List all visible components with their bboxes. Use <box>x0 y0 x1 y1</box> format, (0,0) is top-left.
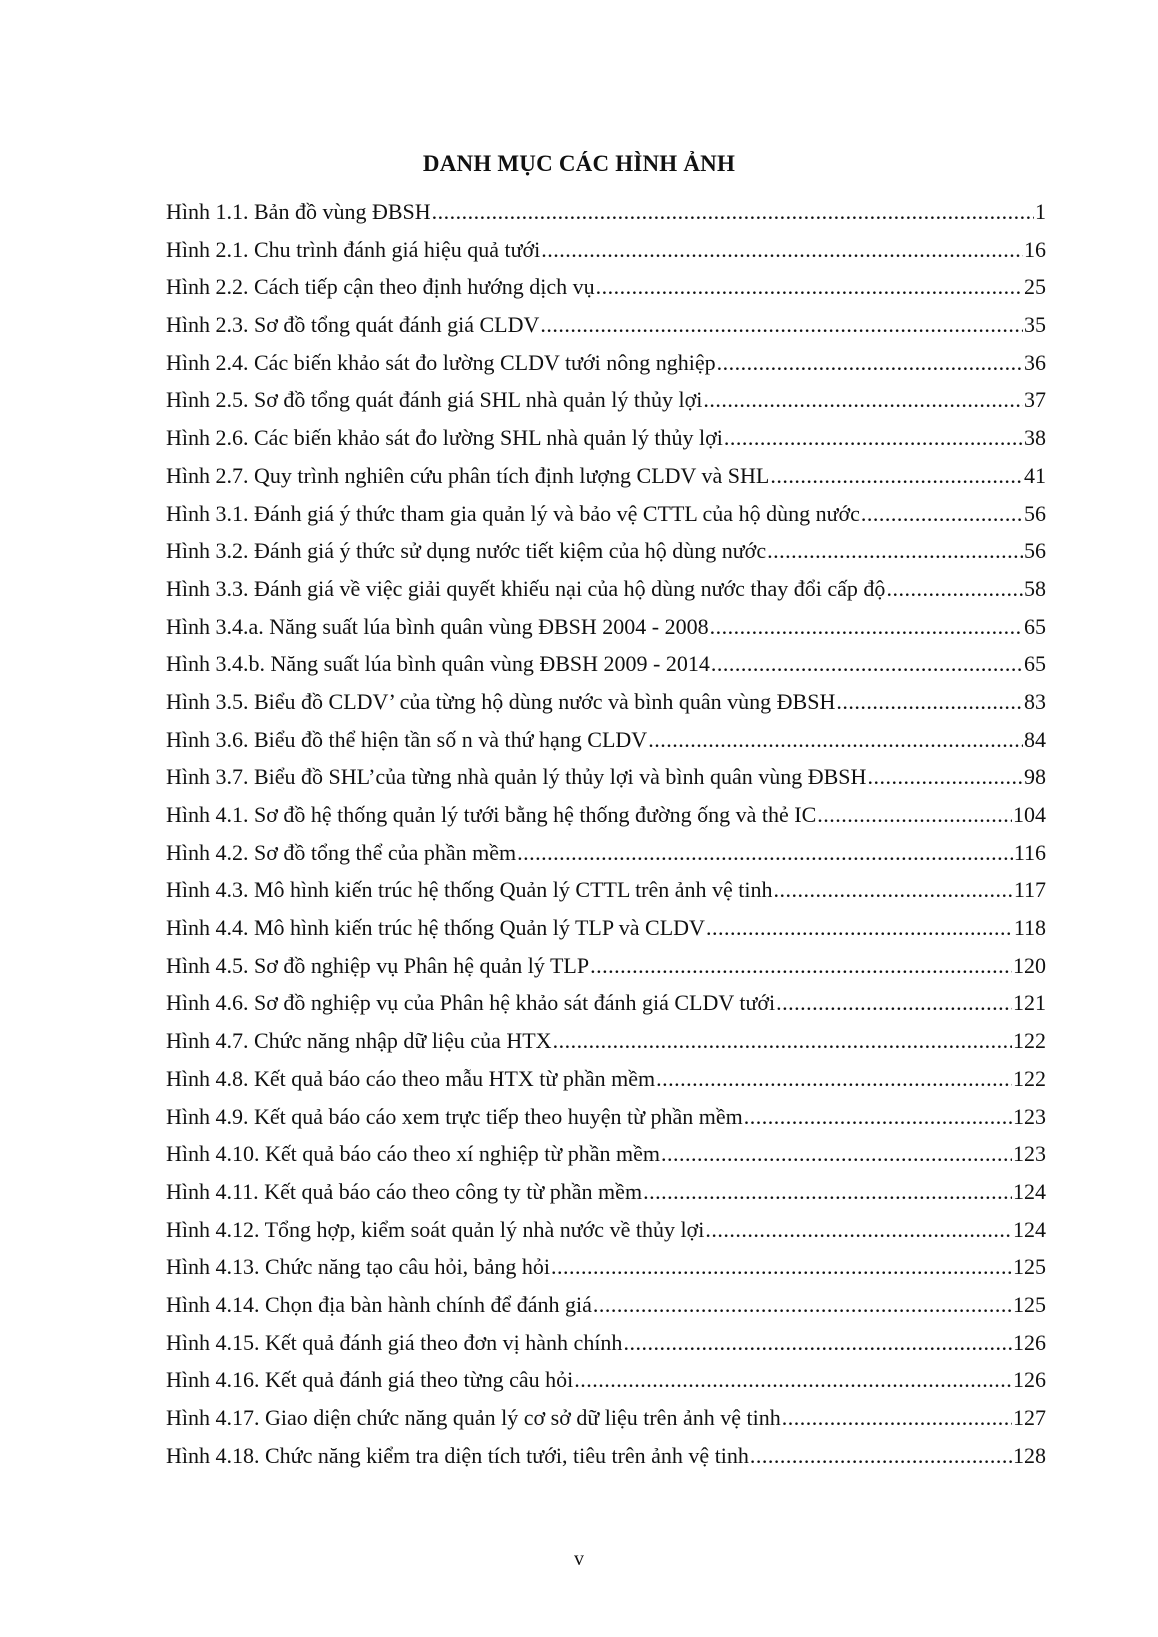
dot-leader <box>750 1437 1012 1475</box>
dot-leader <box>551 1248 1012 1286</box>
dot-leader <box>703 381 1023 419</box>
figure-entry-label: Hình 3.7. Biểu đồ SHL’của từng nhà quản lý thủy lợi và bình quân vùng ĐBSH <box>166 764 867 790</box>
figure-entry-label: Hình 4.15. Kết quả đánh giá theo đơn vị hành chính <box>166 1329 623 1355</box>
figure-entry-label: Hình 2.5. Sơ đồ tổng quát đánh giá SHL nhà quản lý thủy lợi <box>166 387 703 413</box>
figure-entry-page: 37 <box>1024 387 1046 413</box>
dot-leader <box>886 570 1023 608</box>
dot-leader <box>817 796 1012 834</box>
figure-list <box>166 193 1046 1474</box>
dot-leader <box>553 1022 1012 1060</box>
page-number: v <box>574 1548 584 1570</box>
figure-entry-page: 123 <box>1013 1141 1046 1167</box>
figure-entry-label: Hình 4.12. Tổng hợp, kiểm soát quản lý nhà nước về thủy lợi <box>166 1216 705 1242</box>
dot-leader <box>724 419 1023 457</box>
figure-entry-label: Hình 3.4.a. Năng suất lúa bình quân vùng ĐBSH 2004 - 2008 <box>166 613 709 639</box>
figure-entry-label: Hình 4.11. Kết quả báo cáo theo công ty từ phần mềm <box>166 1178 643 1204</box>
figure-entry-label: Hình 3.2. Đánh giá ý thức sử dụng nước tiết kiệm của hộ dùng nước <box>166 538 767 564</box>
dot-leader <box>867 758 1023 796</box>
dot-leader <box>541 231 1023 269</box>
figure-entry-page: 38 <box>1024 425 1046 451</box>
figure-entry-label: Hình 4.5. Sơ đồ nghiệp vụ Phân hệ quản lý TLP <box>166 952 590 978</box>
figure-entry-page: 123 <box>1013 1103 1046 1129</box>
figure-entry-label: Hình 4.1. Sơ đồ hệ thống quản lý tưới bằng hệ thống đường ống và thẻ IC <box>166 802 817 827</box>
figure-entry <box>166 1211 1046 1249</box>
figure-entry <box>166 796 1046 834</box>
figure-entry-page: 98 <box>1024 764 1046 790</box>
figure-entry-label: Hình 4.6. Sơ đồ nghiệp vụ của Phân hệ khảo sát đánh giá CLDV tưới <box>166 990 776 1016</box>
dot-leader <box>656 1060 1012 1098</box>
dot-leader <box>623 1324 1012 1362</box>
figure-entry <box>166 1135 1046 1173</box>
figure-entry-label: Hình 2.4. Các biến khảo sát đo lường CLDV tưới nông nghiệp <box>166 349 716 375</box>
dot-leader <box>861 495 1023 533</box>
figure-entry <box>166 231 1046 269</box>
figure-entry-label: Hình 2.1. Chu trình đánh giá hiệu quả tưới <box>166 236 541 262</box>
figure-entry-page: 118 <box>1013 915 1046 941</box>
figure-entry <box>166 532 1046 570</box>
page-title: DANH MỤC CÁC HÌNH ẢNH <box>422 151 736 177</box>
dot-leader <box>711 645 1023 683</box>
figure-entry-page: 58 <box>1024 575 1046 601</box>
figure-entry <box>166 1399 1046 1437</box>
figure-entry-label: Hình 4.14. Chọn địa bàn hành chính để đánh giá <box>166 1291 592 1317</box>
figure-entry-page: 122 <box>1013 1028 1046 1054</box>
figure-entry <box>166 947 1046 985</box>
figure-entry-label: Hình 2.7. Quy trình nghiên cứu phân tích định lượng CLDV và SHL <box>166 462 770 488</box>
figure-entry <box>166 1437 1046 1475</box>
dot-leader <box>774 871 1013 909</box>
figure-entry <box>166 1060 1046 1098</box>
figure-entry-page: 125 <box>1013 1291 1046 1317</box>
figure-entry-page: 126 <box>1013 1329 1046 1355</box>
figure-entry-page: 124 <box>1013 1216 1046 1242</box>
figure-entry <box>166 1173 1046 1211</box>
dot-leader <box>596 268 1023 306</box>
dot-leader <box>540 306 1023 344</box>
dot-leader <box>836 683 1023 721</box>
figure-entry <box>166 1286 1046 1324</box>
dot-leader <box>590 947 1012 985</box>
figure-entry-label: Hình 4.3. Mô hình kiến trúc hệ thống Quản lý CTTL trên ảnh vệ tinh <box>166 877 773 903</box>
figure-entry-label: Hình 4.8. Kết quả báo cáo theo mẫu HTX từ phần mềm <box>166 1065 656 1091</box>
figure-entry-page: 65 <box>1024 613 1046 639</box>
figure-entry-page: 41 <box>1024 462 1046 488</box>
dot-leader <box>593 1286 1012 1324</box>
figure-entry-page: 116 <box>1013 839 1046 865</box>
figure-entry <box>166 1248 1046 1286</box>
dot-leader <box>717 344 1023 382</box>
figure-entry-page: 128 <box>1013 1442 1046 1468</box>
figure-entry-page: 122 <box>1013 1065 1046 1091</box>
figure-entry-label: Hình 4.2. Sơ đồ tổng thể của phần mềm <box>166 839 517 865</box>
figure-entry-label: Hình 4.18. Chức năng kiểm tra diện tích tưới, tiêu trên ảnh vệ tinh <box>166 1442 749 1468</box>
figure-entry-page: 125 <box>1013 1254 1046 1280</box>
figure-entry-page: 121 <box>1013 990 1046 1016</box>
figure-entry <box>166 381 1046 419</box>
figure-entry <box>166 306 1046 344</box>
figure-entry-page: 25 <box>1024 274 1046 300</box>
figure-entry <box>166 495 1046 533</box>
dot-leader <box>776 984 1012 1022</box>
figure-entry-page: 83 <box>1024 688 1046 714</box>
figure-entry-page: 127 <box>1013 1405 1046 1430</box>
dot-leader <box>648 721 1023 759</box>
figure-entry <box>166 419 1046 457</box>
figure-entry-label: Hình 3.3. Đánh giá về việc giải quyết khiếu nại của hộ dùng nước thay đổi cấp độ <box>166 575 886 601</box>
figure-entry-label: Hình 3.1. Đánh giá ý thức tham gia quản lý và bảo vệ CTTL của hộ dùng nước <box>166 500 860 526</box>
dot-leader <box>782 1399 1012 1437</box>
dot-leader <box>705 1211 1012 1249</box>
figure-entry-label: Hình 4.13. Chức năng tạo câu hỏi, bảng hỏi <box>166 1254 551 1280</box>
figure-entry-label: Hình 4.16. Kết quả đánh giá theo từng câu hỏi <box>166 1367 574 1393</box>
figure-entry <box>166 909 1046 947</box>
dot-leader <box>710 608 1023 646</box>
figure-entry-page: 126 <box>1013 1367 1046 1393</box>
figure-entry-label: Hình 3.6. Biểu đồ thể hiện tần số n và thứ hạng CLDV <box>166 726 648 752</box>
figure-entry-label: Hình 2.6. Các biến khảo sát đo lường SHL nhà quản lý thủy lợi <box>166 425 723 451</box>
figure-entry-page: 84 <box>1024 726 1046 752</box>
dot-leader <box>706 909 1013 947</box>
dot-leader <box>661 1135 1012 1173</box>
dot-leader <box>770 457 1023 495</box>
dot-leader <box>767 532 1023 570</box>
figure-entry-label: Hình 2.2. Cách tiếp cận theo định hướng dịch vụ <box>166 274 595 300</box>
figure-entry <box>166 871 1046 909</box>
dot-leader <box>432 193 1034 231</box>
figure-entry <box>166 1022 1046 1060</box>
figure-entry <box>166 834 1046 872</box>
figure-entry-page: 117 <box>1013 877 1046 903</box>
figure-entry <box>166 570 1046 608</box>
figure-entry <box>166 1361 1046 1399</box>
dot-leader <box>517 834 1013 872</box>
figure-entry-page: 16 <box>1024 236 1046 262</box>
figure-entry <box>166 344 1046 382</box>
figure-entry-label: Hình 4.9. Kết quả báo cáo xem trực tiếp theo huyện từ phần mềm <box>166 1103 743 1129</box>
figure-entry-page: 56 <box>1024 538 1046 564</box>
figure-entry-page: 104 <box>1013 802 1046 827</box>
figure-entry-label: Hình 1.1. Bản đồ vùng ĐBSH <box>166 199 431 224</box>
figure-entry <box>166 608 1046 646</box>
figure-entry-label: Hình 3.4.b. Năng suất lúa bình quân vùng ĐBSH 2009 - 2014 <box>166 651 710 677</box>
figure-entry-page: 56 <box>1024 500 1046 526</box>
figure-entry-label: Hình 3.5. Biểu đồ CLDV’ của từng hộ dùng nước và bình quân vùng ĐBSH <box>166 688 836 714</box>
figure-entry-page: 65 <box>1024 651 1046 677</box>
figure-entry <box>166 645 1046 683</box>
figure-entry-page: 35 <box>1024 312 1046 338</box>
figure-entry-page: 36 <box>1024 349 1046 375</box>
figure-entry-page: 1 <box>1035 199 1046 224</box>
figure-entry <box>166 758 1046 796</box>
figure-entry-label: Hình 4.10. Kết quả báo cáo theo xí nghiệp từ phần mềm <box>166 1141 660 1167</box>
figure-entry-label: Hình 4.17. Giao diện chức năng quản lý cơ sở dữ liệu trên ảnh vệ tinh <box>166 1405 781 1430</box>
figure-entry <box>166 457 1046 495</box>
figure-entry-label: Hình 4.4. Mô hình kiến trúc hệ thống Quản lý TLP và CLDV <box>166 915 705 941</box>
figure-entry <box>166 193 1046 231</box>
dot-leader <box>574 1361 1012 1399</box>
figure-entry <box>166 1324 1046 1362</box>
figure-entry <box>166 984 1046 1022</box>
figure-entry <box>166 683 1046 721</box>
figure-entry-label: Hình 2.3. Sơ đồ tổng quát đánh giá CLDV <box>166 312 540 338</box>
figure-entry-page: 124 <box>1013 1178 1046 1204</box>
figure-entry <box>166 1098 1046 1136</box>
figure-entry-page: 120 <box>1013 952 1046 978</box>
figure-entry-label: Hình 4.7. Chức năng nhập dữ liệu của HTX <box>166 1028 552 1054</box>
figure-entry <box>166 721 1046 759</box>
dot-leader <box>744 1098 1012 1136</box>
dot-leader <box>643 1173 1012 1211</box>
figure-entry <box>166 268 1046 306</box>
